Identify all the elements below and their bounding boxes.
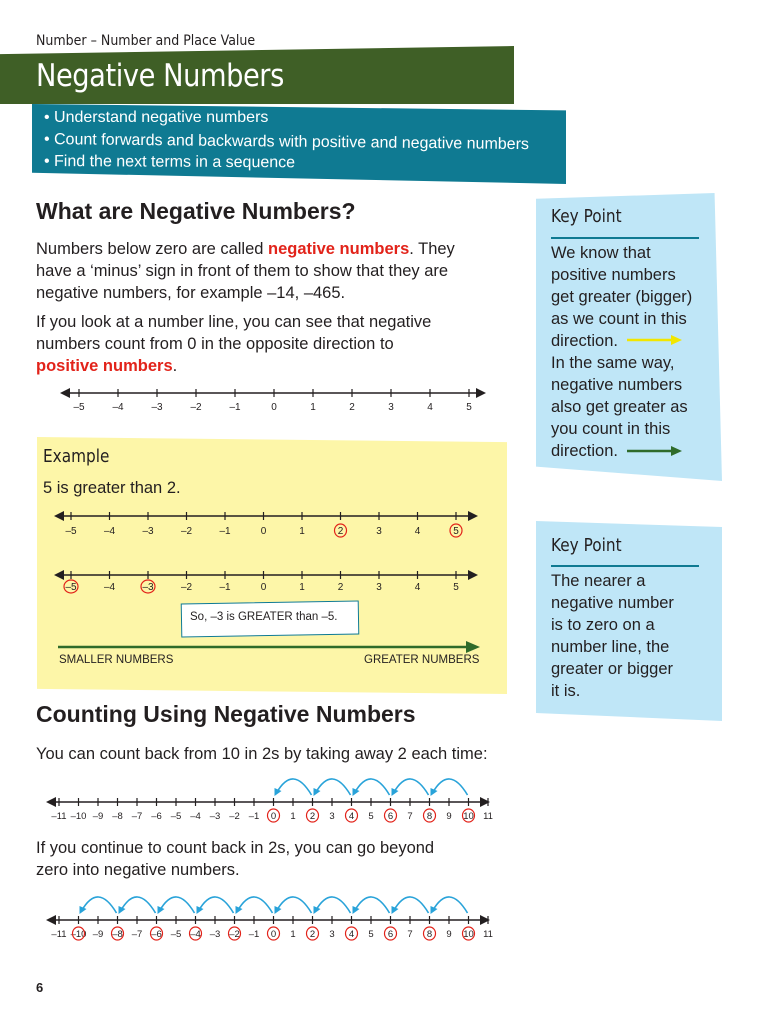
tick-label: 0: [260, 526, 267, 537]
counting-line-1: [44, 772, 494, 828]
text: Numbers below zero are called: [36, 240, 269, 258]
objective-item: • Understand negative numbers: [44, 109, 269, 126]
tick-label: 1: [310, 402, 316, 413]
hop-arrow: [82, 897, 117, 913]
tick-label: –10: [70, 929, 87, 940]
example-title: Example: [43, 446, 110, 467]
tick-label: 4: [348, 929, 355, 940]
greater-numbers-label: GREATER NUMBERS: [364, 654, 480, 666]
tick-label: 8: [426, 929, 433, 940]
tick-label: –3: [209, 929, 221, 940]
tick-label: –9: [92, 811, 104, 822]
key-point-line: also get greater as: [551, 398, 688, 416]
tick-label: 0: [270, 929, 277, 940]
highlight-negative: negative numbers: [268, 240, 410, 258]
tick-label: 2: [337, 582, 344, 593]
hop-arrow: [394, 897, 429, 913]
tick-label: –5: [73, 402, 85, 413]
tick-label: 5: [453, 582, 459, 593]
text: numbers count from 0 in the opposite direction to: [36, 335, 394, 353]
right-arrowhead: [468, 570, 478, 580]
tick-label: 3: [329, 811, 335, 822]
arrow-head: [466, 641, 480, 653]
tick-label: –9: [92, 929, 104, 940]
key-point-line: negative number: [551, 594, 674, 612]
text: negative numbers, for example –14, –465.: [36, 284, 346, 302]
key-point-line: We know that: [551, 244, 651, 262]
key-point-text: [551, 570, 711, 702]
tick-label: –1: [248, 811, 260, 822]
key-point-title: Key Point: [551, 206, 622, 227]
key-point-line: it is.: [551, 682, 581, 700]
tick-label: –2: [229, 929, 240, 940]
key-point-rule: [551, 565, 699, 567]
paragraph-2: [36, 311, 516, 377]
tick-label: 5: [466, 402, 472, 413]
highlight-positive: positive numbers: [36, 357, 173, 375]
tick-label: 1: [299, 526, 305, 537]
counting-intro: You can count back from 10 in 2s by taking away 2 each time:: [36, 745, 488, 763]
key-point-rule: [551, 237, 699, 239]
hop-arrow: [316, 779, 351, 795]
tick-label: 1: [290, 929, 296, 940]
left-arrowhead: [46, 797, 56, 807]
tick-label: 5: [368, 929, 374, 940]
tick-label: 10: [463, 811, 474, 822]
page-title: Negative Numbers: [36, 58, 284, 94]
tick-label: 1: [290, 811, 296, 822]
tick-label: 6: [387, 811, 394, 822]
hop-arrow: [355, 779, 390, 795]
key-point-line: number line, the: [551, 638, 670, 656]
tick-label: 5: [368, 811, 374, 822]
tick-label: –8: [112, 811, 123, 822]
tick-label: –7: [131, 929, 143, 940]
key-point-text: [551, 242, 711, 462]
arrow-head: [671, 446, 682, 456]
tick-label: –3: [142, 526, 154, 537]
counting-continue: [36, 837, 434, 881]
hop-arrow: [277, 779, 312, 795]
tick-label: 2: [349, 402, 355, 413]
key-point-line: In the same way,: [551, 354, 675, 372]
key-point-line: direction.: [551, 332, 618, 350]
number-line-intro: [60, 382, 490, 416]
hop-arrow: [238, 897, 273, 913]
tick-label: 9: [446, 811, 452, 822]
number-line-example-2: [52, 564, 482, 604]
key-point-line: as we count in this: [551, 310, 687, 328]
tick-label: –7: [131, 811, 143, 822]
number-line-example-1: [52, 505, 482, 545]
tick-label: 2: [337, 526, 344, 537]
tick-label: –5: [170, 929, 182, 940]
hop-arrow: [394, 779, 429, 795]
tick-label: 10: [463, 929, 474, 940]
section-heading: Counting Using Negative Numbers: [36, 701, 416, 727]
left-arrowhead: [46, 915, 56, 925]
tick-label: 8: [426, 811, 433, 822]
text: zero into negative numbers.: [36, 861, 240, 879]
tick-label: 4: [427, 402, 433, 413]
tick-label: –5: [65, 582, 77, 593]
smaller-numbers-label: SMALLER NUMBERS: [59, 654, 174, 666]
key-point-line: direction.: [551, 442, 618, 460]
hop-arrow: [199, 897, 234, 913]
hop-arrow: [433, 779, 468, 795]
tick-label: 4: [414, 582, 421, 593]
tick-label: –5: [170, 811, 182, 822]
yellow-direction-arrow: [627, 333, 683, 347]
tick-label: –11: [51, 811, 67, 822]
key-point-line: you count in this: [551, 420, 671, 438]
objective-item: • Count forwards and backwards with positive and negative numbers: [43, 131, 530, 154]
left-arrowhead: [54, 570, 64, 580]
tick-label: 7: [407, 929, 413, 940]
tick-label: 11: [483, 811, 493, 822]
objectives-list: [44, 107, 529, 173]
tick-label: –4: [103, 526, 116, 537]
key-point-line: is to zero on a: [551, 616, 655, 634]
counting-line-2: [44, 890, 494, 946]
tick-label: –6: [151, 929, 162, 940]
tick-label: 3: [329, 929, 335, 940]
page-number: 6: [36, 980, 44, 995]
tick-label: –6: [151, 811, 162, 822]
tick-label: –4: [103, 582, 116, 593]
tick-label: –4: [190, 811, 201, 822]
tick-label: –1: [248, 929, 260, 940]
tick-label: 5: [453, 526, 459, 537]
hop-arrow: [277, 897, 312, 913]
tick-label: –2: [229, 811, 240, 822]
key-point-line: positive numbers: [551, 266, 676, 284]
tick-label: 0: [271, 402, 277, 413]
tick-label: 6: [387, 929, 394, 940]
tick-label: –1: [219, 582, 231, 593]
tick-label: 2: [309, 811, 316, 822]
tick-label: 9: [446, 929, 452, 940]
hop-arrow: [160, 897, 195, 913]
key-point-line: get greater (bigger): [551, 288, 693, 306]
objective-item: • Find the next terms in a sequence: [43, 153, 296, 172]
tick-label: –3: [142, 582, 154, 593]
text: If you look at a number line, you can see that negative: [36, 313, 432, 331]
right-arrowhead: [468, 511, 478, 521]
green-direction-arrow: [627, 444, 683, 458]
tick-label: 4: [348, 811, 355, 822]
tick-label: –8: [112, 929, 123, 940]
tick-label: 0: [270, 811, 277, 822]
key-point-line: The nearer a: [551, 572, 646, 590]
note-text: So, –3 is GREATER than –5.: [190, 611, 338, 623]
left-arrowhead: [54, 511, 64, 521]
text: . They: [409, 240, 455, 258]
tick-label: 4: [414, 526, 421, 537]
hop-arrow: [121, 897, 156, 913]
example-statement: 5 is greater than 2.: [43, 479, 181, 497]
tick-label: –2: [190, 402, 202, 413]
arrow-head: [671, 335, 682, 345]
tick-label: 1: [299, 582, 305, 593]
section-heading: What are Negative Numbers?: [36, 198, 356, 224]
text: .: [172, 357, 178, 375]
tick-label: –4: [190, 929, 201, 940]
paragraph-1: [36, 238, 516, 304]
left-arrowhead: [60, 388, 70, 398]
tick-label: –2: [180, 582, 193, 593]
hop-arrow: [316, 897, 351, 913]
hop-arrow: [433, 897, 468, 913]
tick-label: 11: [483, 929, 493, 940]
right-arrowhead: [476, 388, 486, 398]
tick-label: –1: [229, 402, 241, 413]
key-point-title: Key Point: [551, 535, 622, 556]
hop-arrow: [355, 897, 390, 913]
tick-label: –4: [112, 402, 124, 413]
tick-label: 3: [376, 582, 382, 593]
tick-label: 3: [388, 402, 394, 413]
tick-label: –5: [65, 526, 77, 537]
tick-label: 3: [376, 526, 382, 537]
tick-label: –3: [209, 811, 221, 822]
text: If you continue to count back in 2s, you can go beyond: [36, 839, 435, 857]
key-point-line: greater or bigger: [551, 660, 673, 678]
tick-label: –3: [151, 402, 163, 413]
key-point-line: negative numbers: [551, 376, 683, 394]
tick-label: 7: [407, 811, 413, 822]
breadcrumb: Number – Number and Place Value: [36, 33, 256, 49]
tick-label: –2: [180, 526, 193, 537]
tick-label: –11: [51, 929, 67, 940]
tick-label: –1: [219, 526, 231, 537]
tick-label: –10: [70, 811, 87, 822]
tick-label: 0: [260, 582, 267, 593]
tick-label: 2: [309, 929, 316, 940]
text: have a ‘minus’ sign in front of them to show that they are: [36, 262, 449, 280]
